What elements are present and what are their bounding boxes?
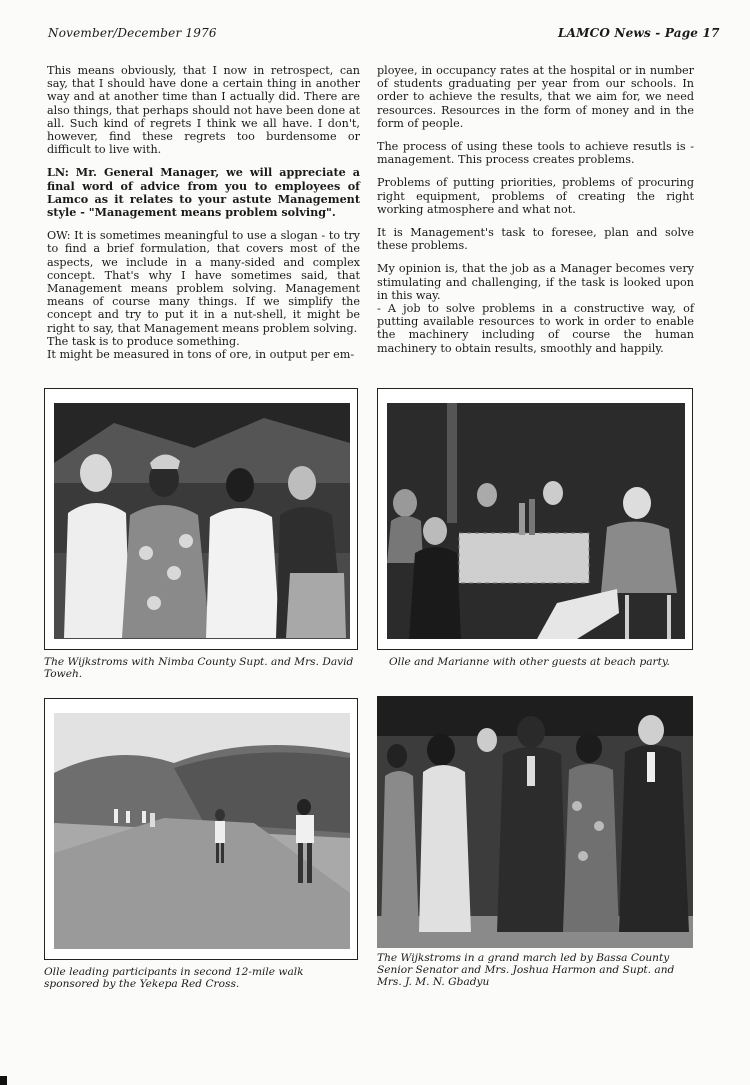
article-paragraph: The task is to produce something. bbox=[47, 334, 240, 348]
photo-caption: Olle and Marianne with other guests at beach party. bbox=[389, 656, 670, 668]
masthead-page-number: LAMCO News - Page 17 bbox=[558, 26, 720, 40]
interview-question: LN: Mr. General Manager, we will appreciate a final word of advice from you to employees of Lamco as it relates to your astute Management style - "Management means problem solving". bbox=[47, 165, 360, 220]
grand-march-image bbox=[377, 696, 693, 948]
article-right-column bbox=[377, 64, 694, 355]
article-left-column bbox=[47, 64, 360, 361]
photo-red-cross-walk bbox=[44, 698, 358, 960]
issue-date: November/December 1976 bbox=[48, 26, 217, 40]
article-paragraph: OW: It is sometimes meaningful to use a slogan - to try to find a brief formulation, that covers most of the aspects, we include in a many-sided and complex concept. That's why I have sometimes said, that Management means problem solving. Management means of course many things. If we simplify the concept and try to put it in a nut-shell, it might be right to say, that Management means problem solving. bbox=[47, 229, 360, 335]
page-edge-mark bbox=[0, 1076, 7, 1085]
article-paragraph: It is Management's task to foresee, plan and solve these problems. bbox=[377, 226, 694, 253]
photo-beach-party bbox=[377, 388, 693, 650]
photo-caption: Olle leading participants in second 12-mile walk sponsored by the Yekepa Red Cross. bbox=[44, 966, 304, 990]
beach-party-image bbox=[387, 403, 685, 639]
photo-grand-march bbox=[377, 696, 693, 948]
article-paragraph: - A job to solve problems in a constructive way, of putting available resources to work in order to enable the machinery including of course the human machinery to obtain results, smoothly and happily. bbox=[377, 302, 694, 355]
article-paragraph: Problems of putting priorities, problems of procuring right equipment, problems of creating the right working atmosphere and what not. bbox=[377, 176, 694, 216]
article-paragraph: My opinion is, that the job as a Manager becomes very stimulating and challenging, if the task is looked upon in this way. bbox=[377, 262, 694, 302]
article-paragraph: It might be measured in tons of ore, in output per em- bbox=[47, 348, 355, 362]
article-paragraph: This means obviously, that I now in retrospect, can say, that I should have done a certain thing in another way and at another time than I actually did. There are also things, that perhaps should not have been done at all. Such kind of regrets I think we all have. I don't, however, find these regrets too burdensome or difficult to live with. bbox=[47, 64, 360, 157]
road-walk-image bbox=[54, 713, 350, 949]
photo-caption: The Wijkstroms with Nimba County Supt. and Mrs. David Toweh. bbox=[44, 656, 354, 680]
article-paragraph: The process of using these tools to achieve resutls is - management. This process creates problems. bbox=[377, 140, 694, 167]
article-paragraph: ployee, in occupancy rates at the hospital or in number of students graduating per year from our schools. In order to achieve the results, that we aim for, we need resources. Resources in the form of money and in the form of people. bbox=[377, 64, 694, 130]
group-portrait-image bbox=[54, 403, 350, 639]
photo-caption: The Wijkstroms in a grand march led by Bassa County Senior Senator and Mrs. Joshua Harmon and Supt. and Mrs. J. M. N. Gbadyu bbox=[377, 952, 675, 988]
photo-wijkstroms-toweh bbox=[44, 388, 358, 650]
